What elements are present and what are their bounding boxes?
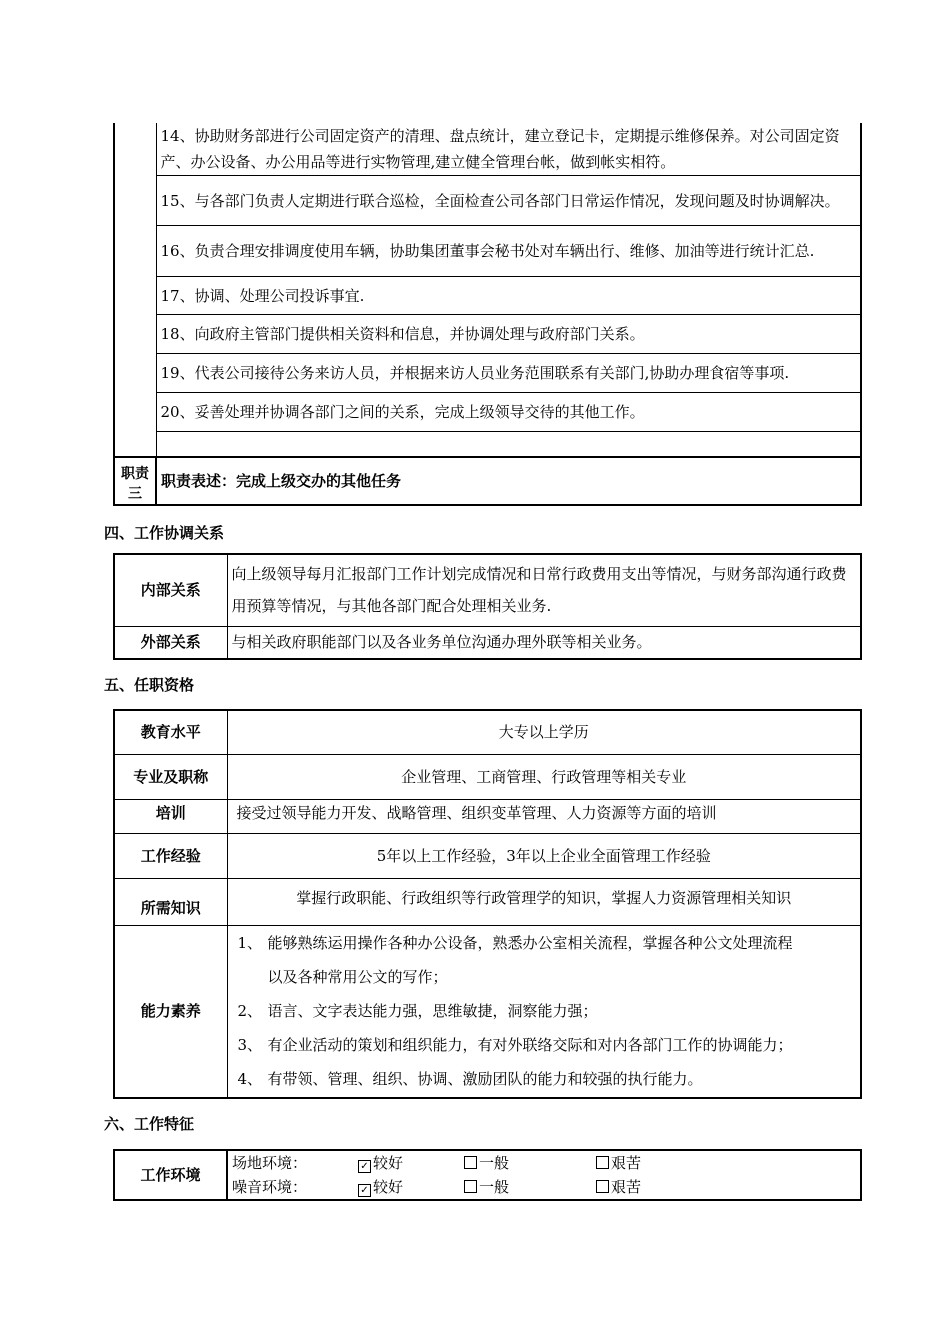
checkbox-icon <box>464 1180 477 1193</box>
section5-heading: 五、任职资格 <box>104 676 195 694</box>
option-hard[interactable]: 艰苦 <box>596 1151 641 1175</box>
ability-item: 2、 语言、文字表达能力强，思维敏捷，洞察能力强； <box>237 1001 598 1020</box>
option-normal[interactable]: 一般 <box>464 1175 509 1199</box>
env-row-site <box>228 1151 860 1175</box>
internal-label: 内部关系 <box>114 554 227 626</box>
duties-left-cell <box>114 123 156 457</box>
ability-label: 能力素养 <box>114 925 227 1098</box>
external-label: 外部关系 <box>114 626 227 659</box>
training-label: 培训 <box>114 799 227 833</box>
experience-label: 工作经验 <box>114 833 227 878</box>
ability-item: 3、 有企业活动的策划和组织能力，有对外联络交际和对内各部门工作的协调能力； <box>237 1035 793 1054</box>
section4-heading: 四、工作协调关系 <box>104 524 225 542</box>
duty-item-15: 15、与各部门负责人定期进行联合巡检，全面检查公司各部门日常运作情况，发现问题及时协调解决。 <box>156 176 861 226</box>
env-row-noise <box>228 1175 860 1199</box>
option-normal[interactable]: 一般 <box>464 1151 509 1175</box>
knowledge-value: 掌握行政职能、行政组织等行政管理学的知识，掌握人力资源管理相关知识 <box>227 878 861 925</box>
duty-item-empty <box>156 432 861 457</box>
checkbox-icon <box>596 1180 609 1193</box>
duty-item-17: 17、协调、处理公司投诉事宜. <box>156 277 861 315</box>
qualification-table <box>113 709 862 1099</box>
section6-heading: 六、工作特征 <box>104 1115 195 1133</box>
duty-item-18: 18、向政府主管部门提供相关资料和信息，并协调处理与政府部门关系。 <box>156 315 861 354</box>
duty-item-20: 20、妥善处理并协调各部门之间的关系，完成上级领导交待的其他工作。 <box>156 393 861 432</box>
coordination-table <box>113 553 862 660</box>
option-good[interactable]: ✓ 较好 <box>358 1175 403 1199</box>
ability-item: 以及各种常用公文的写作； <box>267 967 448 986</box>
duty-item-14: 14、协助财务部进行公司固定资产的清理、盘点统计，建立登记卡，定期提示维修保养。对公司固定资产、办公设备、办公用品等进行实物管理,建立健全管理台帐，做到帐实相符。 <box>156 123 861 176</box>
education-value: 大专以上学历 <box>227 710 861 754</box>
env-cell <box>227 1150 861 1200</box>
checked-box-icon: ✓ <box>358 1184 371 1197</box>
option-hard[interactable]: 艰苦 <box>596 1175 641 1199</box>
ability-cell <box>227 925 861 1098</box>
work-env-table <box>113 1149 862 1201</box>
internal-text: 向上级领导每月汇报部门工作计划完成情况和日常行政费用支出等情况，与财务部沟通行政费用预算等情况，与其他各部门配合处理相关业务. <box>227 554 861 626</box>
training-value: 接受过领导能力开发、战略管理、组织变革管理、人力资源等方面的培训 <box>227 799 861 833</box>
duty-item-16: 16、负责合理安排调度使用车辆，协助集团董事会秘书处对车辆出行、维修、加油等进行统计汇总. <box>156 226 861 277</box>
checkbox-icon <box>596 1156 609 1169</box>
env-label: 工作环境 <box>114 1150 227 1200</box>
duties-table <box>113 123 862 506</box>
ability-item: 1、 能够熟练运用操作各种办公设备，熟悉办公室相关流程，掌握各种公文处理流程 <box>237 933 793 952</box>
major-label: 专业及职称 <box>114 754 227 799</box>
duty3-label: 职责三 <box>114 457 156 505</box>
duty-item-19: 19、代表公司接待公务来访人员，并根据来访人员业务范围联系有关部门,协助办理食宿等事项. <box>156 354 861 393</box>
duty3-desc: 职责表述：完成上级交办的其他任务 <box>156 457 861 505</box>
option-good[interactable]: ✓ 较好 <box>358 1151 403 1175</box>
knowledge-label: 所需知识 <box>114 878 227 925</box>
env-row-name: 噪音环境： <box>232 1178 308 1196</box>
external-text: 与相关政府职能部门以及各业务单位沟通办理外联等相关业务。 <box>227 626 861 659</box>
education-label: 教育水平 <box>114 710 227 754</box>
ability-list <box>238 926 861 1096</box>
experience-value: 5年以上工作经验，3年以上企业全面管理工作经验 <box>227 833 861 878</box>
checkbox-icon <box>464 1156 477 1169</box>
ability-item: 4、 有带领、管理、组织、协调、激励团队的能力和较强的执行能力。 <box>237 1069 703 1088</box>
major-value: 企业管理、工商管理、行政管理等相关专业 <box>227 754 861 799</box>
checked-box-icon: ✓ <box>358 1160 371 1173</box>
env-row-name: 场地环境： <box>232 1154 308 1172</box>
